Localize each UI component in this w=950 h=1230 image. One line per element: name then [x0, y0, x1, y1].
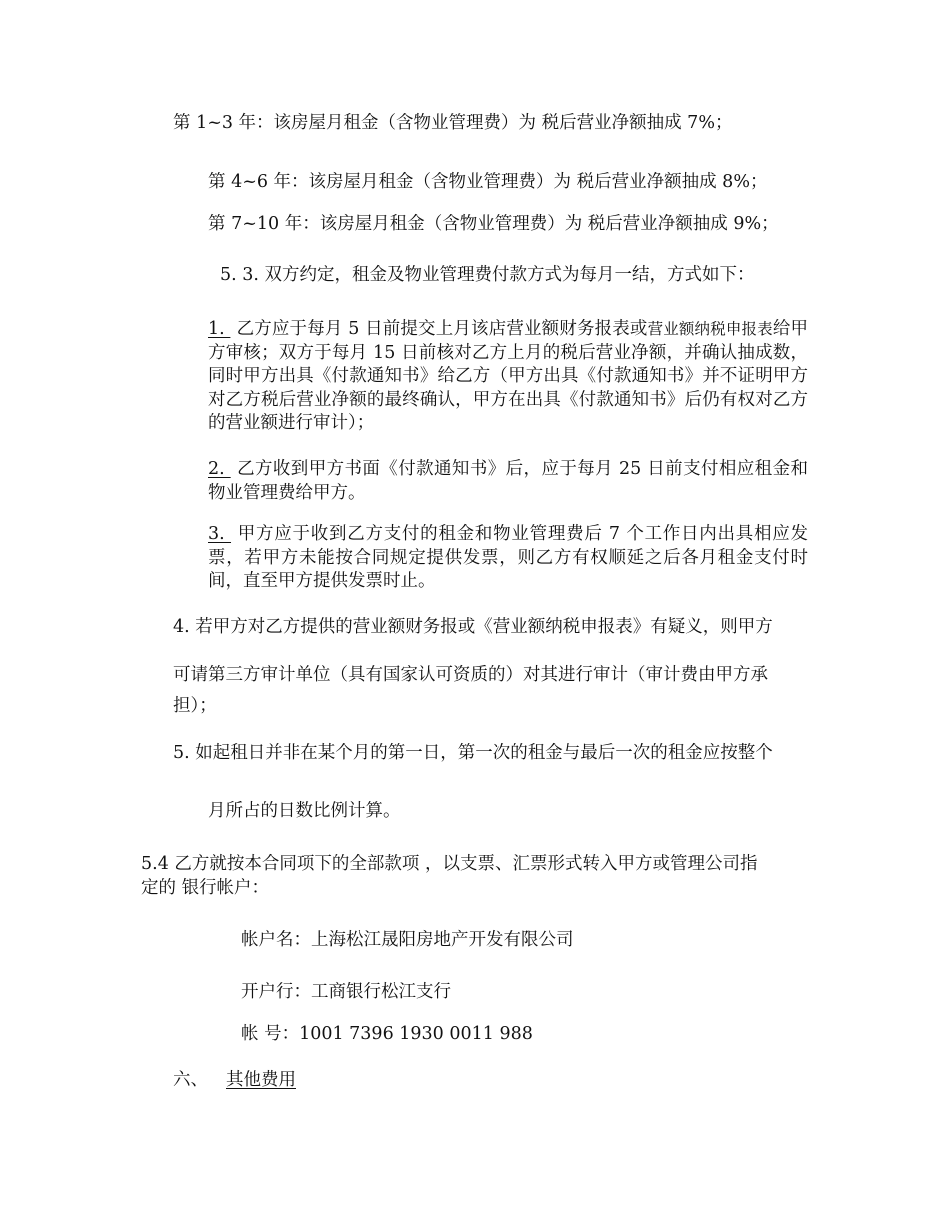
- bank-account-name: 帐户名：上海松江晟阳房地产开发有限公司: [241, 930, 574, 950]
- rent-term-year4-6: 第 4~6 年：该房屋月租金（含物业管理费）为 税后营业净额抽成 8%；: [208, 172, 768, 192]
- clause-5-3-item-2: [208, 458, 808, 505]
- clause-5-line-1: 5. 如起租日并非在某个月的第一日，第一次的租金与最后一次的租金应按整个: [173, 743, 773, 763]
- item-text-small: 营业额纳税申报表: [647, 320, 773, 338]
- section-number: 六、: [173, 1070, 208, 1090]
- clause-4-line-1: 4. 若甲方对乙方提供的营业额财务报或《营业额纳税申报表》有疑义，则甲方: [173, 617, 773, 637]
- clause-5-4-line-1: 5.4 乙方就按本合同项下的全部款项 ，以支票、汇票形式转入甲方或管理公司指: [141, 854, 758, 874]
- item-number: 2.: [208, 459, 231, 479]
- item-text: 乙方应于每月 5 日前提交上月该店营业额财务报表或: [236, 319, 648, 339]
- clause-5-3-item-1: [208, 318, 808, 436]
- clause-4-line-3: 担）；: [173, 696, 217, 716]
- item-text-cont: 给甲方审核；双方于每月 15 日前核对乙方上月的税后营业净额，并确认抽成数，同时甲方出具《付款通知书》给乙方（甲方出具《付款通知书》并不证明甲方对乙方税后营业净额的最终确认，甲方在出具《付款通知书》后仍有权对乙方的营业额进行审计）；: [208, 319, 808, 433]
- item-text: 甲方应于收到乙方支付的租金和物业管理费后 7 个工作日内出具相应发票，若甲方未能按合同规定提供发票，则乙方有权顺延之后各月租金支付时间，直至甲方提供发票时止。: [208, 524, 809, 591]
- clause-5-3-heading: 5. 3. 双方约定，租金及物业管理费付款方式为每月一结，方式如下：: [220, 265, 755, 285]
- section-6-heading: [173, 1068, 296, 1092]
- item-number: 3.: [208, 524, 232, 544]
- item-number: 1.: [208, 319, 231, 339]
- clause-5-3-item-3: [208, 523, 808, 594]
- clause-5-line-2: 月所占的日数比例计算。: [208, 801, 401, 821]
- bank-account-number: 帐 号：1001 7396 1930 0011 988: [241, 1024, 533, 1044]
- section-title: 其他费用: [226, 1070, 296, 1090]
- rent-term-year7-10: 第 7~10 年：该房屋月租金（含物业管理费）为 税后营业净额抽成 9%；: [208, 214, 779, 234]
- item-text: 乙方收到甲方书面《付款通知书》后，应于每月 25 日前支付相应租金和物业管理费给甲方。: [208, 459, 808, 503]
- clause-5-4-line-2: 定的 银行帐户：: [141, 878, 270, 898]
- bank-branch: 开户行：工商银行松江支行: [241, 982, 451, 1002]
- rent-term-year1-3: 第 1~3 年：该房屋月租金（含物业管理费）为 税后营业净额抽成 7%；: [173, 113, 733, 133]
- clause-4-line-2: 可请第三方审计单位（具有国家认可资质的）对其进行审计（审计费由甲方承: [173, 665, 768, 685]
